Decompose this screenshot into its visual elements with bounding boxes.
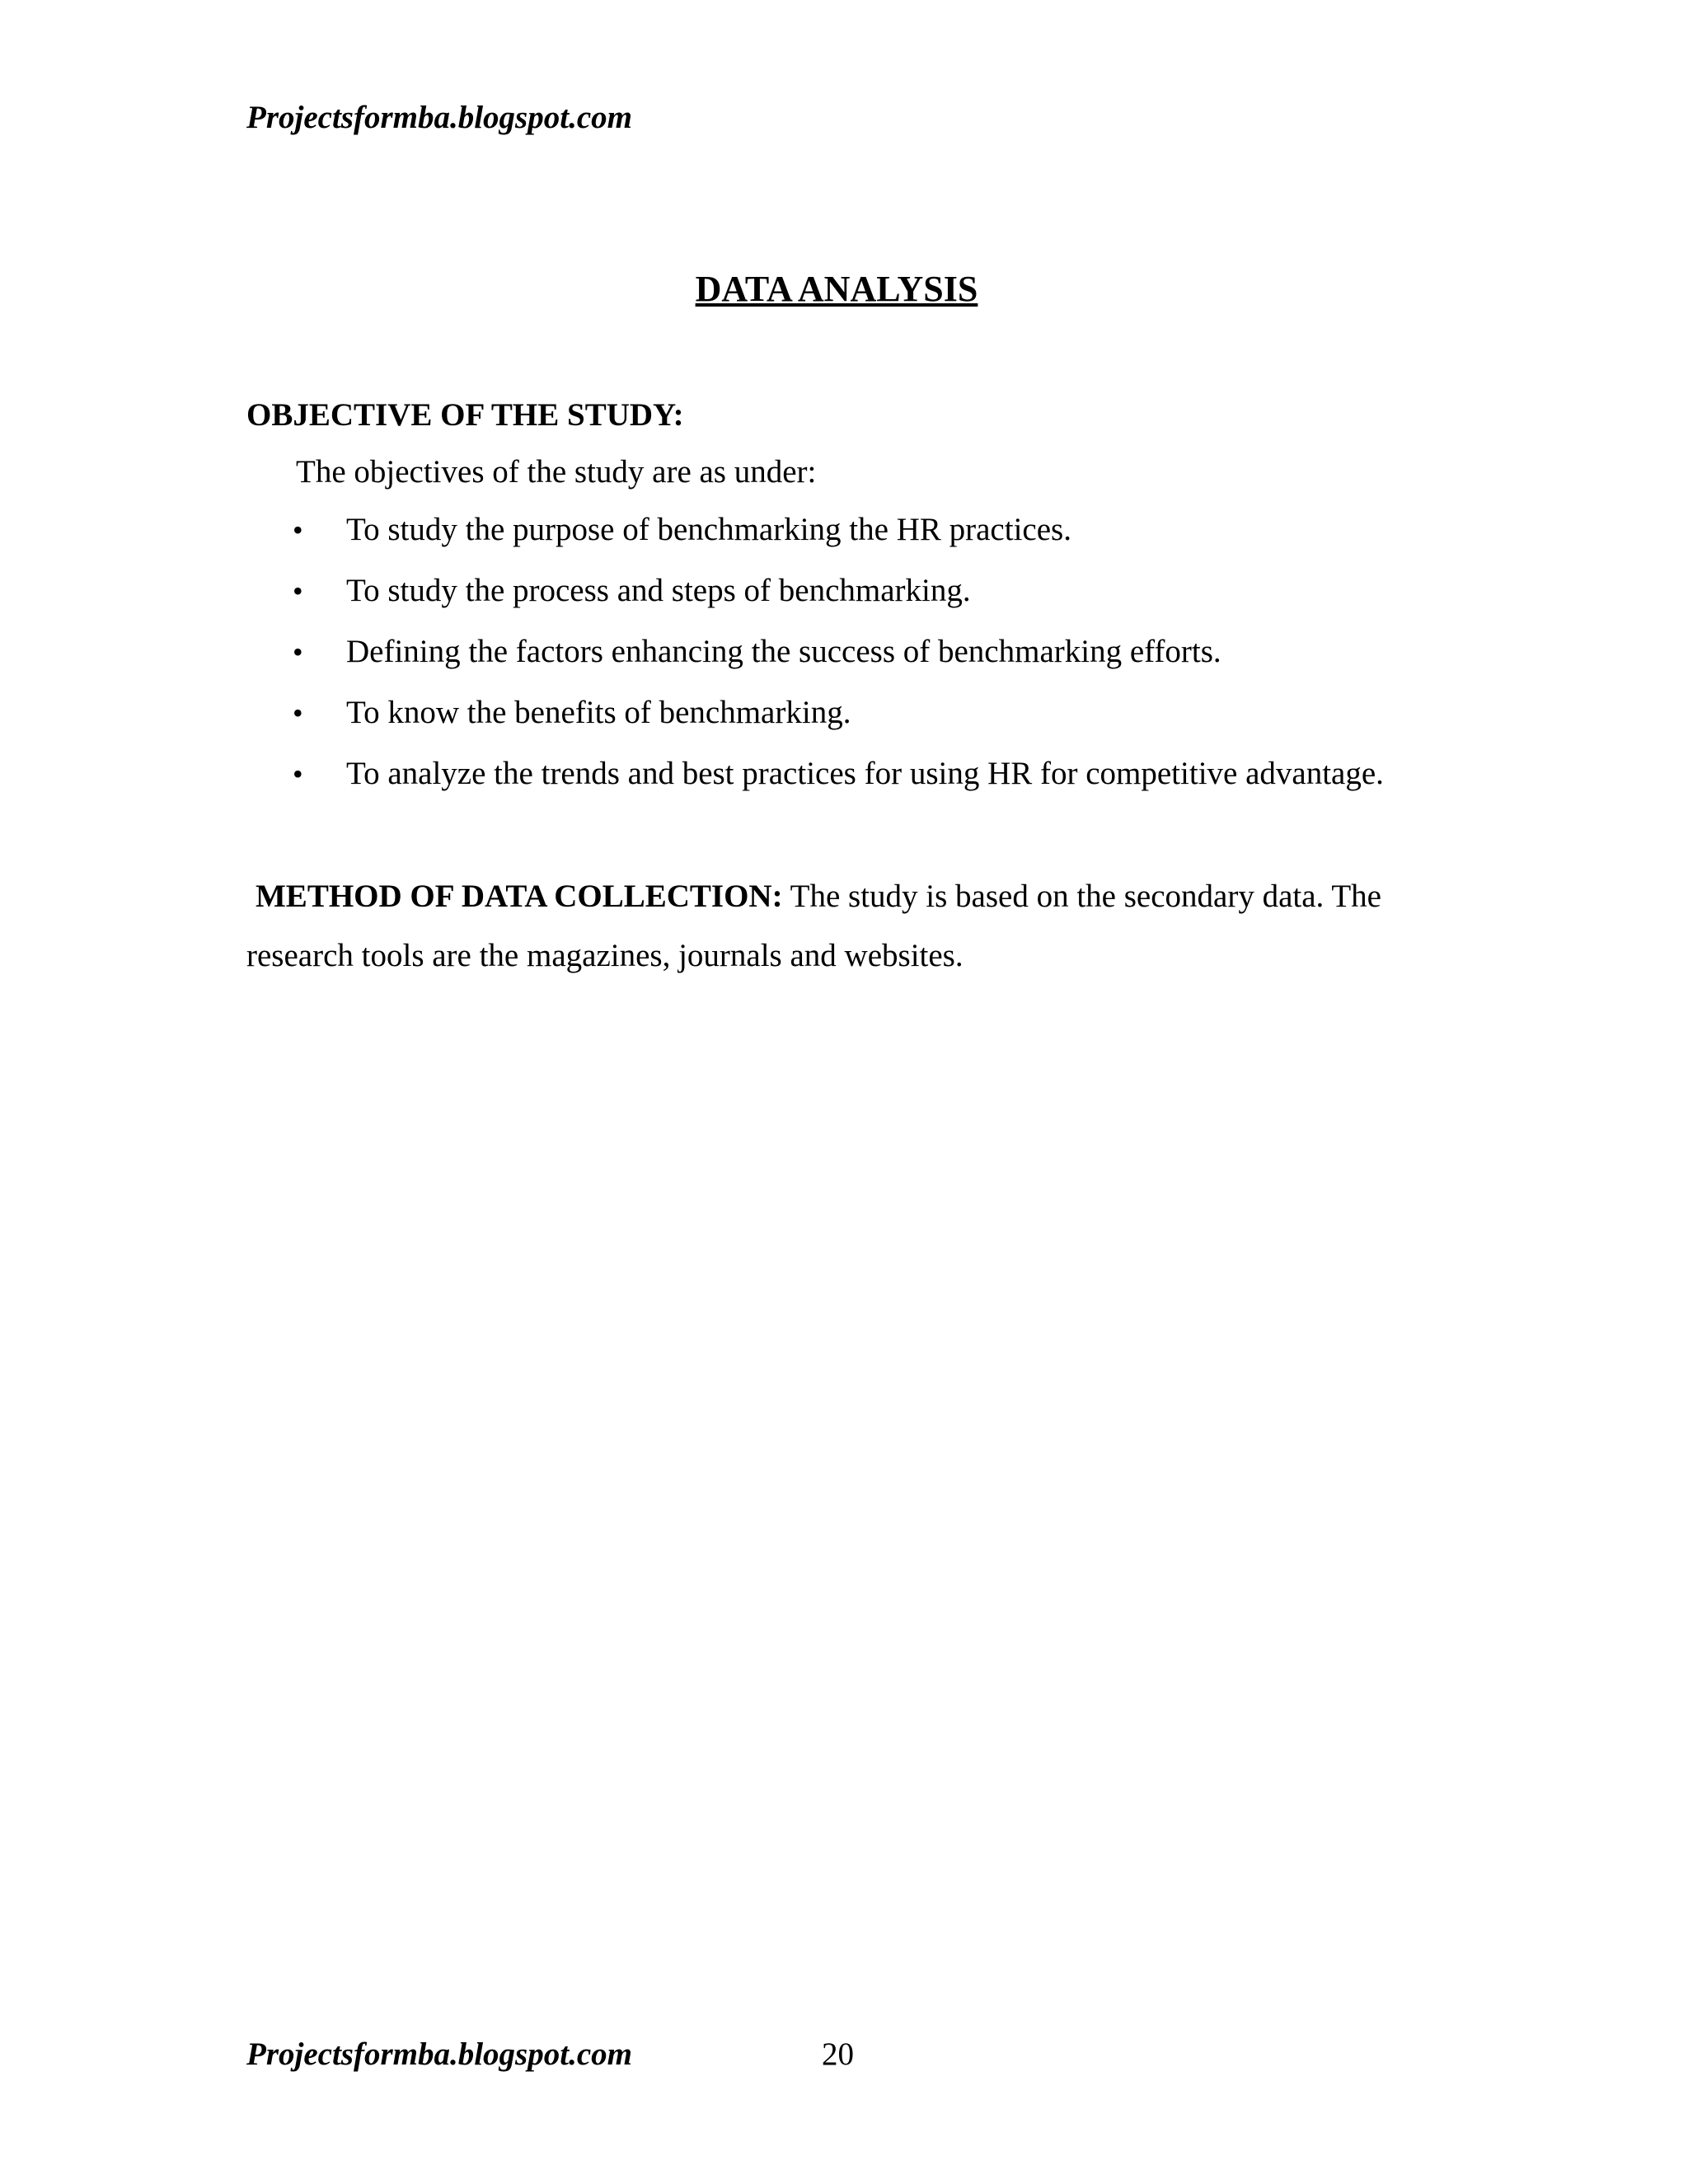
list-item	[293, 753, 1529, 814]
list-item-text: To study the process and steps of benchmarking.	[346, 573, 971, 608]
header-site-name: Projectsformba.blogspot.com	[246, 100, 632, 135]
list-item-text: Defining the factors enhancing the success of benchmarking efforts.	[346, 634, 1221, 669]
objective-list	[293, 509, 1529, 814]
list-item	[293, 570, 1529, 631]
list-item	[293, 631, 1529, 692]
method-paragraph	[246, 867, 1417, 986]
method-heading: METHOD OF DATA COLLECTION:	[256, 879, 783, 914]
objective-intro: The objectives of the study are as under:	[296, 454, 817, 490]
bullet-icon: •	[293, 513, 303, 546]
list-item	[293, 692, 1529, 753]
list-item	[293, 509, 1529, 570]
bullet-icon: •	[293, 635, 303, 668]
footer-site-name: Projectsformba.blogspot.com	[246, 2036, 632, 2072]
page-title: DATA ANALYSIS	[695, 269, 978, 309]
page-number: 20	[822, 2036, 854, 2072]
bullet-icon: •	[293, 574, 303, 607]
method-text: The study is based on the secondary data. The research tools are the magazines, journals and websites.	[246, 879, 1381, 973]
list-item-text: To know the benefits of benchmarking.	[346, 695, 851, 730]
bullet-icon: •	[293, 696, 303, 729]
bullet-icon: •	[293, 757, 303, 790]
objective-heading: OBJECTIVE OF THE STUDY:	[246, 397, 684, 433]
list-item-text: To analyze the trends and best practices for using HR for competitive advantage.	[346, 756, 1384, 791]
list-item-text: To study the purpose of benchmarking the HR practices.	[346, 512, 1071, 547]
